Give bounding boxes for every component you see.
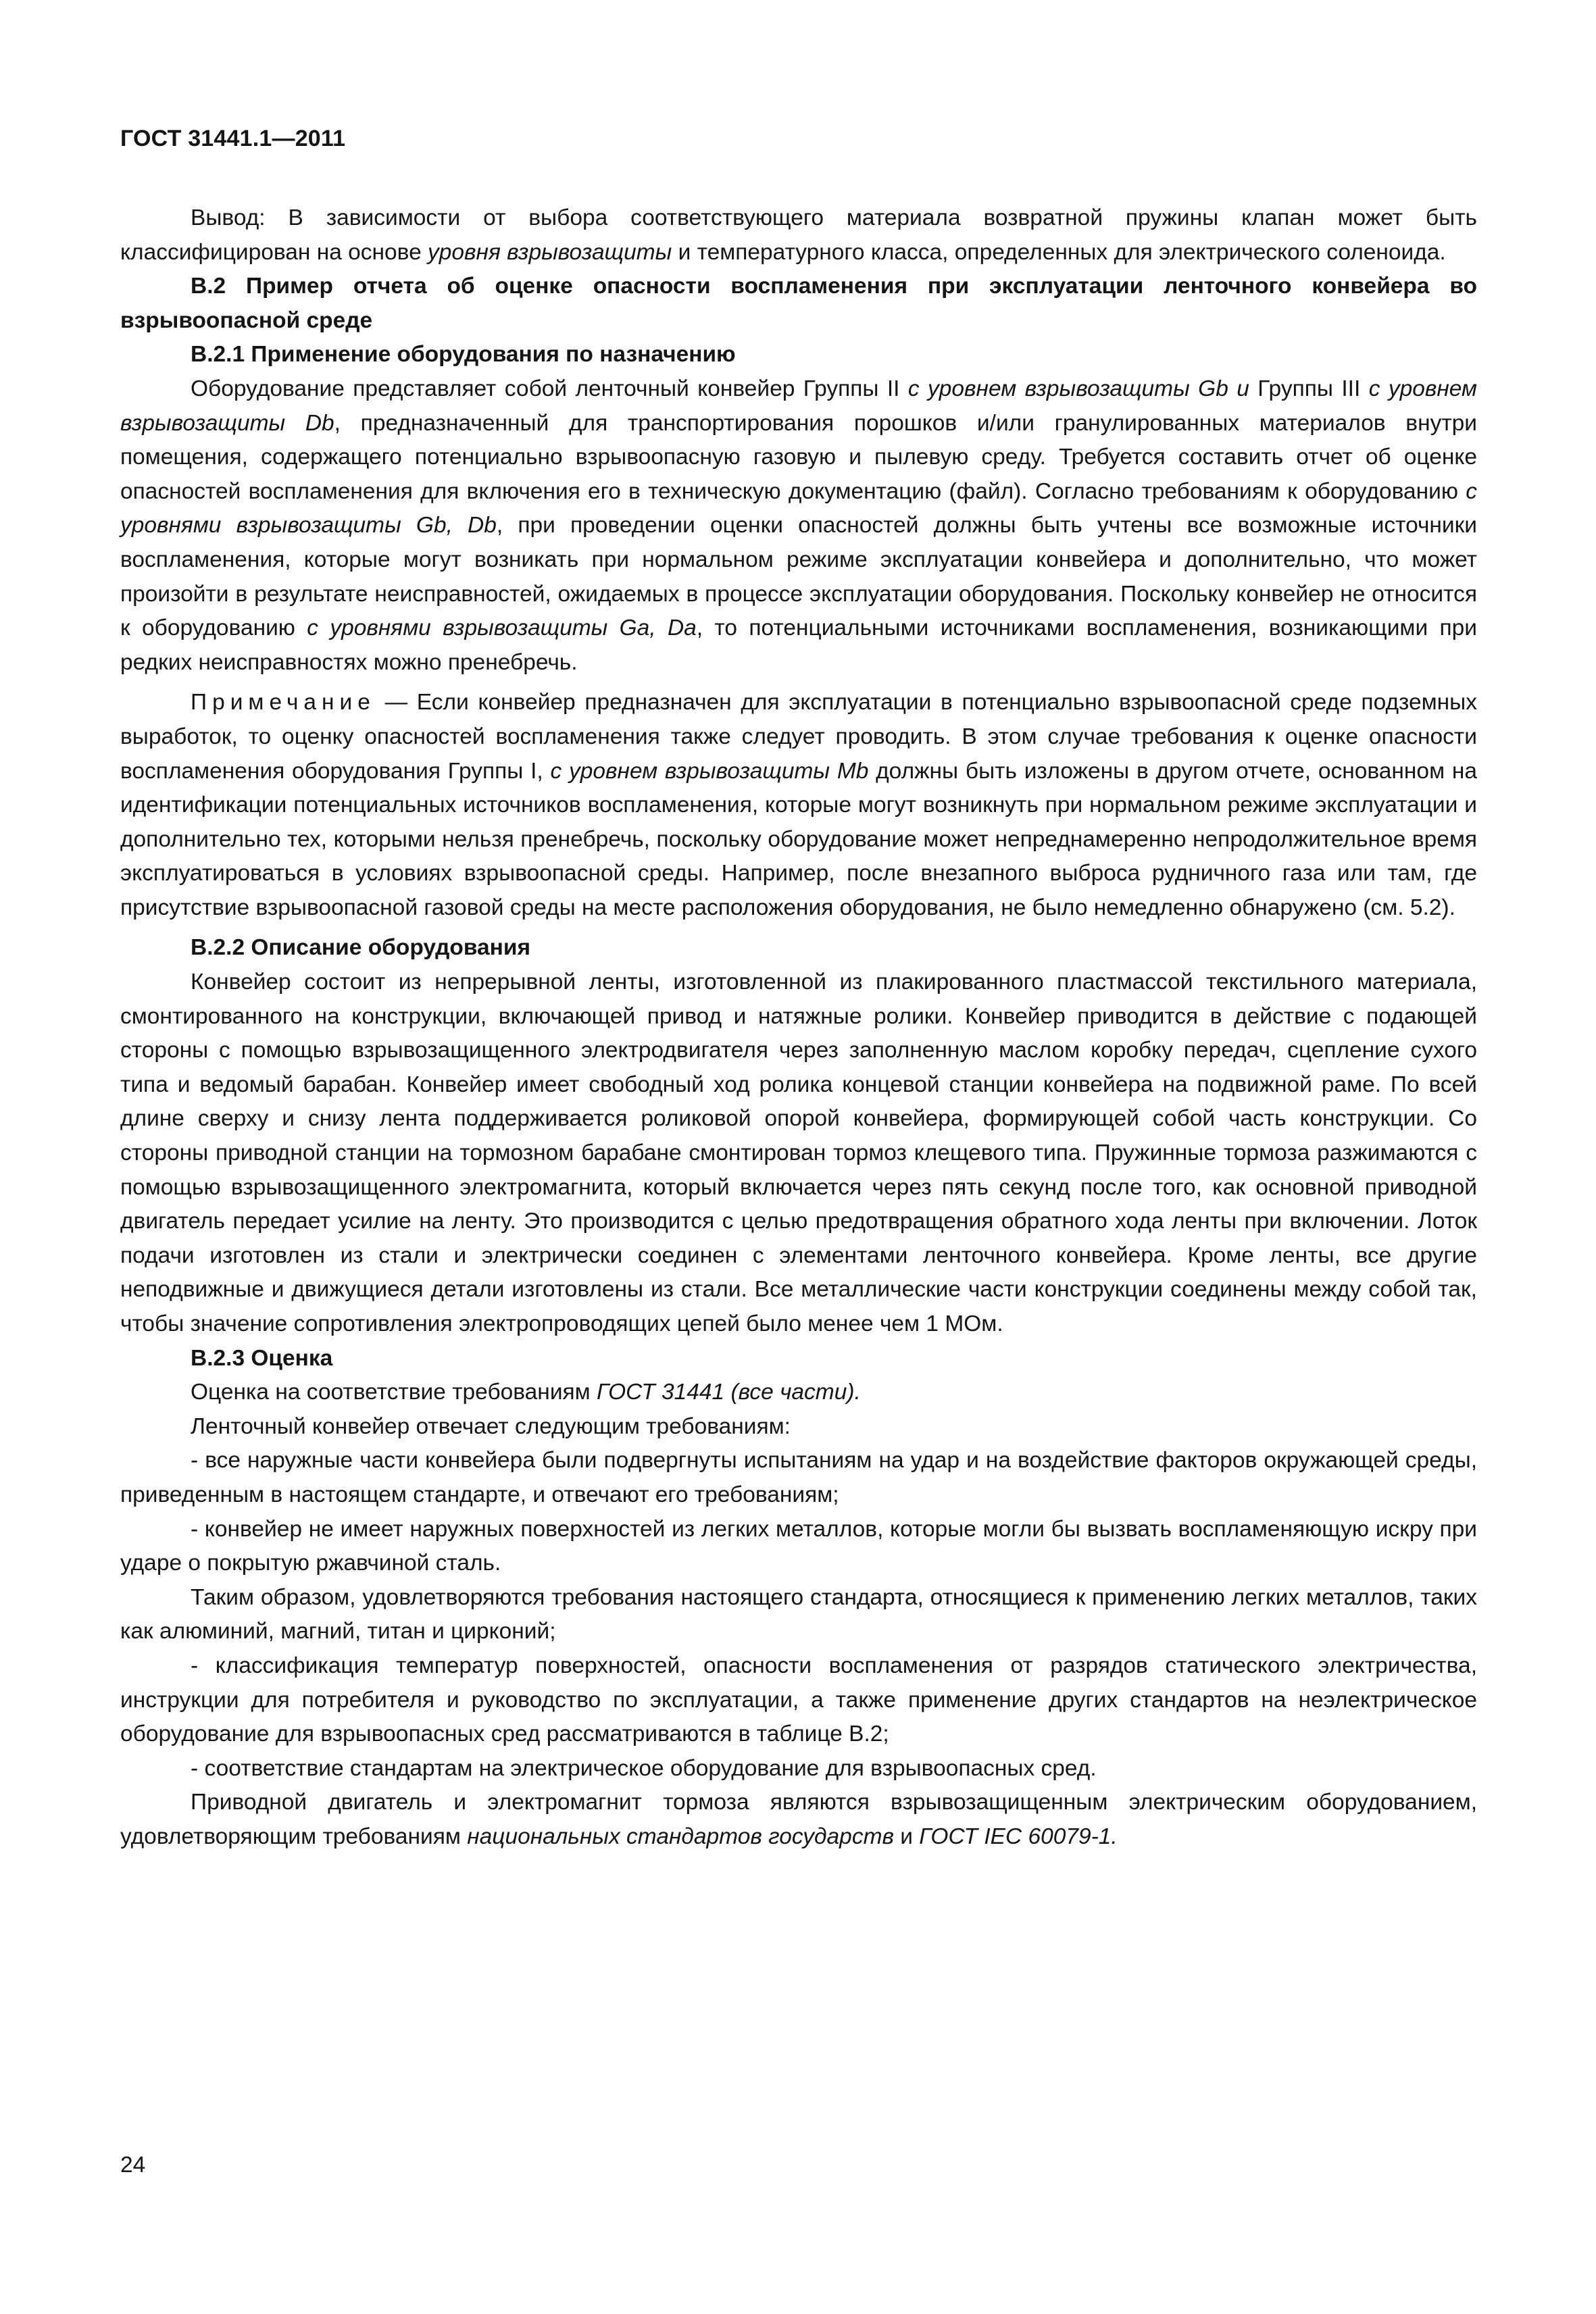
italic-term: с уровнем взрывозащиты Mb	[550, 758, 869, 784]
italic-term: с уровнями взрывозащиты Gb, Db	[120, 478, 1477, 538]
text-run: , при проведении оценки опасностей должны быть учтены все возможные источники воспламенения, которые могут возникать при нормальном режиме эксплуатации конвейера и дополнительно, что может произойти в результате неисправностей, ожидаемых в процессе эксплуатации оборудования. Поскольку конвейер не относится к оборудованию	[120, 513, 1477, 641]
page-number: 24	[120, 2153, 146, 2178]
italic-term: ГОСТ 31441 (все части).	[597, 1380, 861, 1405]
note-label: Примечание	[191, 690, 376, 715]
italic-term: ГОСТ IEC 60079-1.	[919, 1823, 1118, 1849]
text-run: Вывод: В зависимости от выбора соответствующего материала возвратной пружины клапан может быть классифицирован на основе	[120, 205, 1477, 265]
assessment-paragraph	[120, 1376, 1477, 1410]
text-run: Приводной двигатель и электромагнит тормоза являются взрывозащищенным электрическим оборудованием, удовлетворяющим требованиям	[120, 1790, 1477, 1849]
section-b21-heading: В.2.1 Применение оборудования по назначению	[191, 342, 736, 368]
section-b23-heading: В.2.3 Оценка	[191, 1345, 333, 1371]
section-b22-heading: В.2.2 Описание оборудования	[191, 935, 531, 961]
section-b21-paragraph	[120, 372, 1477, 680]
text-run: Оценка на соответствие требованиям	[191, 1380, 597, 1405]
requirement-item: - все наружные части конвейера были подвергнуты испытаниям на удар и на воздействие факторов окружающей среды, приведенным в настоящем стандарте, и отвечают его требованиям;	[120, 1448, 1477, 1507]
requirement-item: - соответствие стандартам на электрическое оборудование для взрывоопасных сред.	[191, 1755, 1097, 1781]
italic-term: национальных стандартов государств	[467, 1823, 894, 1849]
italic-term: с уровнем взрывозащиты Gb и	[907, 376, 1249, 401]
italic-term: с уровнем взрывозащиты Db	[120, 376, 1478, 436]
document-body	[120, 201, 1477, 1855]
note-paragraph	[120, 686, 1477, 925]
section-b22-paragraph: Конвейер состоит из непрерывной ленты, изготовленной из плакированного пластмассой текстильного материала, смонтированного на конструкции, включающей привод и натяжные ролики. Конвейер приводится в действие с подающей стороны с помощью взрывозащищенного электродвигателя через заполненную маслом коробку передач, сцепление сухого типа и ведомый барабан. Конвейер имеет свободный ход ролика концевой станции конвейера на подвижной раме. По всей длине сверху и снизу лента поддерживается роликовой опорой конвейера, формирующей собой часть конструкции. Со стороны приводной станции на тормозном барабане смонтирован тормоз клещевого типа. Пружинные тормоза разжимаются с помощью взрывозащищенного электромагнита, который включается через пять секунд после того, как основной приводной двигатель передает усилие на ленту. Это производится с целью предотвращения обратного хода ленты при включении. Лоток подачи изготовлен из стали и электрически соединен с элементами ленточного конвейера. Кроме ленты, все другие неподвижные и движущиеся детали изготовлены из стали. Все металлические части конструкции соединены между собой так, чтобы значение сопротивления электропроводящих цепей было менее чем 1 МОм.	[120, 970, 1477, 1336]
conclusion-light-metals: Таким образом, удовлетворяются требования настоящего стандарта, относящиеся к применению легких металлов, таких как алюминий, магний, титан и цирконий;	[120, 1584, 1477, 1644]
requirements-intro: Ленточный конвейер отвечает следующим требованиям:	[191, 1413, 791, 1439]
text-run: — Если конвейер предназначен для эксплуатации в потенциально взрывоопасной среде подземных выработок, то оценку опасностей воспламенения также следует проводить. В этом случае требования к оценке опасности воспламенения оборудования Группы I,	[120, 690, 1477, 784]
text-run: и температурного класса, определенных для электрического соленоида.	[672, 239, 1446, 265]
requirement-item: - классификация температур поверхностей, опасности воспламенения от разрядов статического электричества, инструкции для потребителя и руководство по эксплуатации, а также применение других стандартов на неэлектрическое оборудование для взрывоопасных сред рассматриваются в таблице В.2;	[120, 1653, 1477, 1747]
final-paragraph	[120, 1786, 1477, 1854]
italic-term: с уровнями взрывозащиты Ga, Da	[307, 615, 697, 641]
italic-term: уровня взрывозащиты	[428, 239, 672, 265]
conclusion-paragraph	[120, 201, 1477, 270]
text-run: должны быть изложены в другом отчете, основанном на идентификации потенциальных источников воспламенения, которые могут возникнуть при нормальном режиме эксплуатации и дополнительно тех, которыми нельзя пренебречь, поскольку оборудование может непреднамеренно непродолжительное время эксплуатироваться в условиях взрывоопасной среды. Например, после внезапного выброса рудничного газа или там, где присутствие взрывоопасной газовой среды на месте расположения оборудования, не было немедленно обнаружено (см. 5.2).	[120, 758, 1477, 920]
text-run: и	[893, 1823, 920, 1849]
text-run: , предназначенный для транспортирования порошков и/или гранулированных материалов внутри помещения, содержащего потенциально взрывоопасную газовую и пылевую среду. Требуется составить отчет об оценке опасностей воспламенения для включения его в техническую документацию (файл). Согласно требованиям к оборудованию	[120, 410, 1478, 504]
text-run: Оборудование представляет собой ленточный конвейер Группы II	[191, 376, 908, 401]
section-b2-heading: В.2 Пример отчета об оценке опасности воспламенения при эксплуатации ленточного конвейера во взрывоопасной среде	[120, 274, 1477, 333]
text-run: Группы III	[1249, 376, 1369, 401]
requirement-item: - конвейер не имеет наружных поверхностей из легких металлов, которые могли бы вызвать воспламеняющую искру при ударе о покрытую ржавчиной сталь.	[120, 1516, 1477, 1576]
text-run: , то потенциальными источниками воспламенения, возникающими при редких неисправностях можно пренебречь.	[120, 615, 1477, 675]
document-header: ГОСТ 31441.1—2011	[120, 126, 346, 151]
